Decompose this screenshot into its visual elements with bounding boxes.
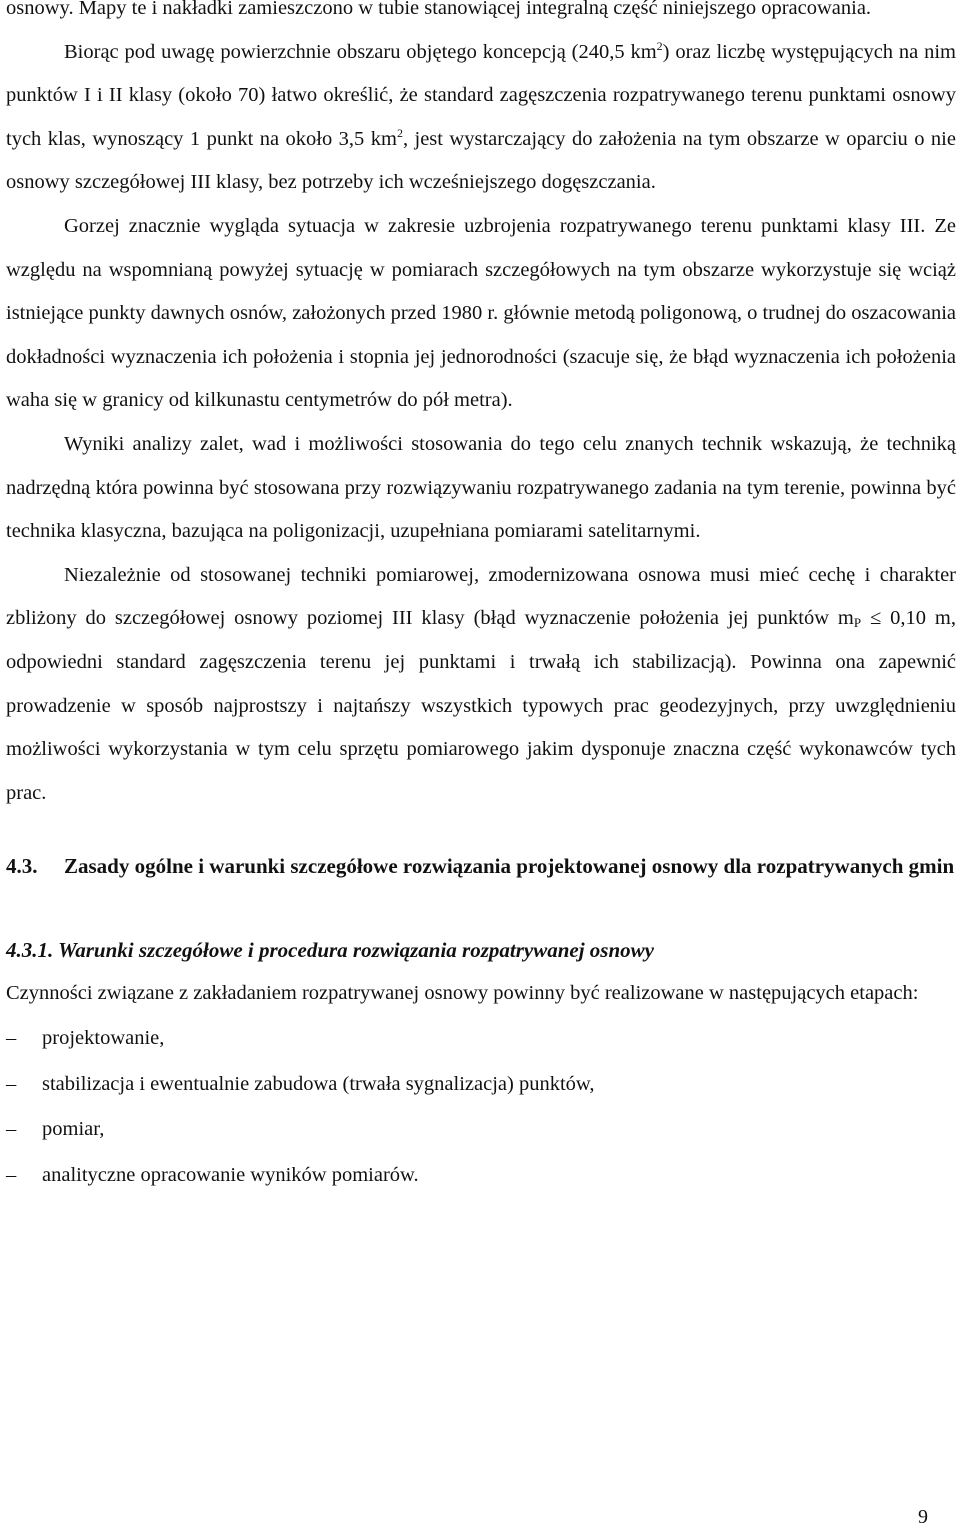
paragraph-class-iii-situation: Gorzej znacznie wygląda sytuacja w zakresie uzbrojenia rozpatrywanego terenu punktami klasy III. Ze względu na wspomnianą powyżej sytuację w pomiarach szczegółowych na tym obszarze wykorzystuje się wciąż istniejące punkty dawnych osnów, założonych przed 1980 r. głównie metodą poligonową, o trudnej do oszacowania dokładności wyznaczenia ich położenia i stopnia jej jednorodności (szacuje się, że błąd wyznaczenia ich położenia waha się w granicy od kilkunastu centymetrów do pół metra). (6, 214, 956, 412)
subscript: P (853, 615, 862, 631)
dash-bullet-icon: – (6, 1072, 17, 1095)
text-run: Niezależnie od stosowanej techniki pomiarowej, zmodernizowana osnowa musi mieć cechę i charakter zbliżony do szczegółowej osnowy poziomej III klasy (błąd wyznaczenie położenia jej punktów m (6, 563, 956, 630)
list-item-text: projektowanie, (42, 1027, 165, 1050)
paragraph-continuation: osnowy. Mapy te i nakładki zamieszczono w tubie stanowiącej integralną część niniejszego opracowania. (6, 0, 872, 19)
stages-list (6, 1016, 956, 1198)
page-number: 9 (918, 1506, 928, 1528)
text-run: 0,10 m, odpowiedni standard zagęszczenia terenu jej punktami i trwałą ich stabilizacją). Powinna ona zapewnić prowadzenie w sposób najprostszy i najtańszy wszystkich typowych prac geodezyjnych, przy uwzględnieniu możliwości wykorzystania w tym celu sprzętu pomiarowego jakim dysponuje znaczna część wykonawców tych prac. (6, 607, 956, 804)
text-run: ) oraz liczbę występujących na nim punktów I i II klasy (około 70) łatwo określić, że standard zagęszczenia rozpatrywanego terenu punktami osnowy tych klas, wynoszący 1 punkt na około 3,5 km (6, 40, 956, 150)
subsection-heading-4-3-1: 4.3.1. Warunki szczegółowe i procedura rozwiązania rozpatrywanej osnowy (6, 937, 654, 962)
list-item-text: pomiar, (42, 1118, 105, 1141)
section-heading-4-3 (6, 845, 956, 889)
list-item-text: stabilizacja i ewentualnie zabudowa (trwała sygnalizacja) punktów, (42, 1072, 595, 1095)
dash-bullet-icon: – (6, 1027, 17, 1050)
list-item-text: analityczne opracowanie wyników pomiarów. (42, 1163, 419, 1186)
dash-bullet-icon: – (6, 1118, 17, 1141)
document-page (6, 0, 956, 1198)
leq-symbol: ≤ (861, 607, 891, 630)
superscript: 2 (396, 125, 403, 140)
paragraph-stages-intro: Czynności związane z zakładaniem rozpatrywanej osnowy powinny być realizowane w następujących etapach: (6, 982, 919, 1005)
paragraph-modernized-network (6, 554, 956, 816)
dash-bullet-icon: – (6, 1163, 17, 1186)
paragraph-area-analysis (6, 31, 956, 205)
section-title: Zasady ogólne i warunki szczegółowe rozwiązania projektowanej osnowy dla rozpatrywanych gmin (64, 854, 955, 879)
list-item (6, 1016, 956, 1062)
list-item (6, 1153, 956, 1199)
paragraph-technique-analysis: Wyniki analizy zalet, wad i możliwości stosowania do tego celu znanych technik wskazują, że techniką nadrzędną która powinna być stosowana przy rozwiązywaniu rozpatrywanego zadania na tym terenie, powinna być technika klasyczna, bazująca na poligonizacji, uzupełniana pomiarami satelitarnymi. (6, 432, 956, 543)
text-run: , jest wystarczający do założenia na tym obszarze w oparciu o nie osnowy szczegółowej III klasy, bez potrzeby ich wcześniejszego dogęszczania. (6, 127, 956, 194)
superscript: 2 (656, 38, 663, 53)
list-item (6, 1062, 956, 1108)
list-item (6, 1107, 956, 1153)
section-number: 4.3. (6, 854, 38, 879)
text-run: Biorąc pod uwagę powierzchnie obszaru objętego koncepcją (240,5 km (64, 40, 657, 63)
